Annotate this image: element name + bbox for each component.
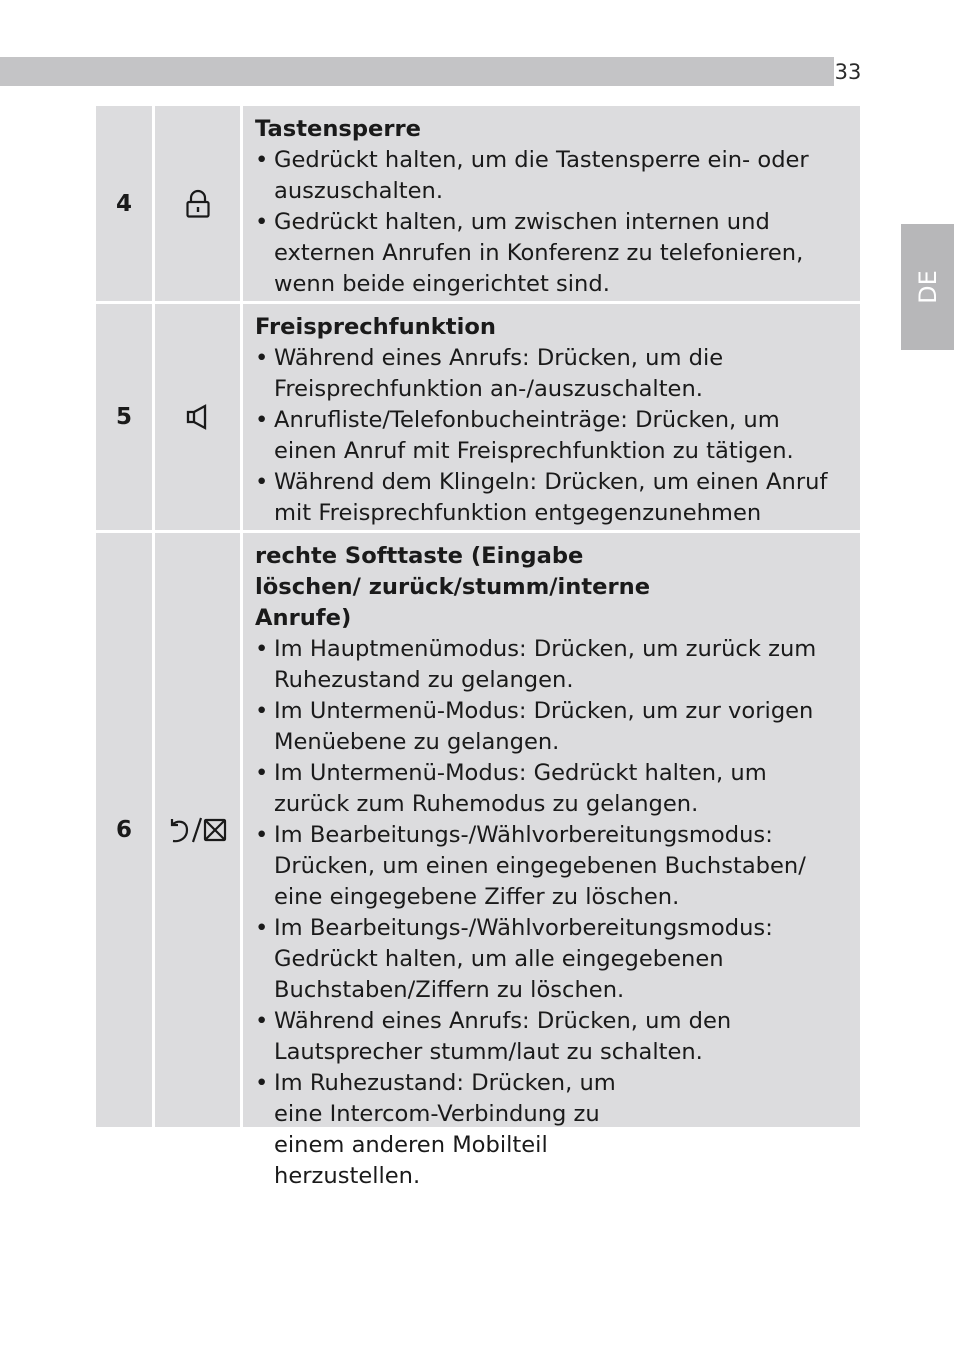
key-icon-cell — [155, 106, 240, 301]
lock-icon — [185, 189, 211, 219]
back-delete-icon — [167, 815, 229, 845]
table-row — [96, 304, 860, 530]
list-item: • Gedrückt halten, um die Tastensperre ein- oder auszuschalten. — [255, 145, 848, 207]
list-item: • Während eines Anrufs: Drücken, um die Freisprechfunktion an-/auszuschalten. — [255, 343, 848, 405]
key-description — [243, 304, 860, 530]
function-title: rechte Softtaste (Eingabe löschen/ zurück/stumm/interne Anrufe) — [255, 543, 651, 631]
list-item: • Im Hauptmenümodus: Drücken, um zurück zum Ruhezustand zu gelangen. — [255, 634, 848, 696]
list-item: • Während dem Klingeln: Drücken, um einen Anruf mit Freisprechfunktion entgegenzunehmen — [255, 467, 848, 529]
key-description — [243, 533, 860, 1189]
list-item: • Gedrückt halten, um zwischen internen und externen Anrufen in Konferenz zu telefonieren, wenn beide eingerichtet sind. — [255, 207, 848, 300]
bullet-list — [255, 145, 848, 300]
list-item: • Im Bearbeitungs-/Wählvorbereitungsmodus: Gedrückt halten, um alle eingegebenen Buchstaben/Ziffern zu löschen. — [255, 913, 848, 1006]
key-function-table — [96, 106, 860, 1189]
language-tab-label: DE — [913, 270, 942, 304]
list-item: • Im Untermenü-Modus: Drücken, um zur vorigen Menüebene zu gelangen. — [255, 696, 848, 758]
bullet-list — [255, 343, 848, 529]
key-icon-cell — [155, 533, 240, 1127]
list-item: • Während eines Anrufs: Drücken, um den Lautsprecher stumm/laut zu schalten. — [255, 1006, 848, 1068]
page-number: 33 — [834, 60, 862, 84]
header-bar — [0, 57, 834, 86]
list-item: • Anrufliste/Telefonbucheinträge: Drücken, um einen Anruf mit Freisprechfunktion zu tätigen. — [255, 405, 848, 467]
bullet-list — [255, 634, 848, 1192]
list-item: • Im Bearbeitungs-/Wählvorbereitungsmodus: Drücken, um einen eingegebenen Buchstaben/ eine eingegebene Ziffer zu löschen. — [255, 820, 848, 913]
key-number: 6 — [96, 533, 152, 1127]
function-title: Tastensperre — [255, 116, 421, 142]
key-number: 4 — [96, 106, 152, 301]
speaker-icon — [185, 403, 211, 431]
list-item: • Im Untermenü-Modus: Gedrückt halten, um zurück zum Ruhemodus zu gelangen. — [255, 758, 848, 820]
function-title: Freisprechfunktion — [255, 314, 496, 340]
list-item: • Im Ruhezustand: Drücken, um eine Intercom-Verbindung zu einem anderen Mobilteil herzustellen. — [255, 1068, 848, 1192]
key-icon-cell — [155, 304, 240, 530]
key-number: 5 — [96, 304, 152, 530]
key-description — [243, 106, 860, 301]
language-tab — [901, 224, 954, 350]
table-row — [96, 106, 860, 301]
table-row — [96, 533, 860, 1189]
